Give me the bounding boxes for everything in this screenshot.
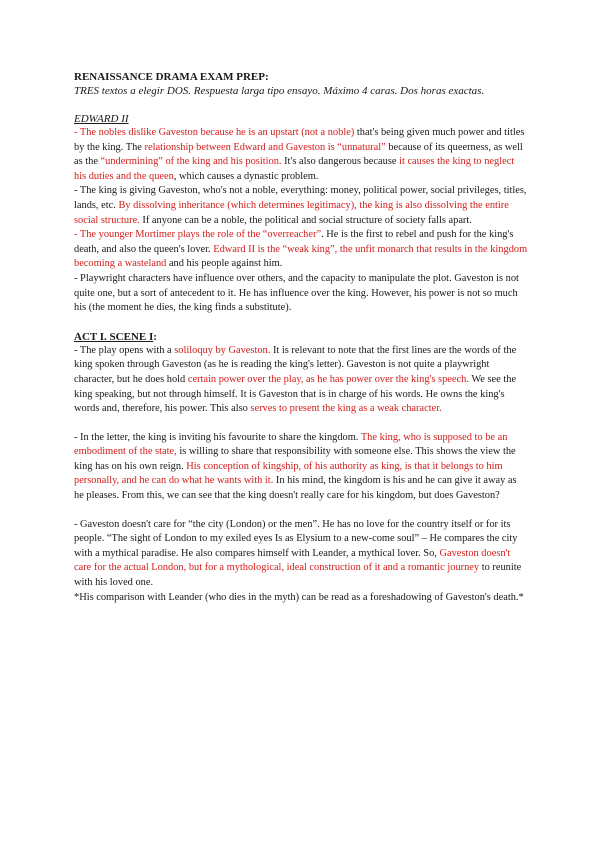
paragraph [74, 431, 528, 504]
paragraph [74, 126, 528, 184]
text-run: because of its queerness, as well as the [74, 141, 523, 168]
section-title-edward-ii: EDWARD II [74, 113, 129, 125]
section-edward-ii [74, 112, 528, 316]
text-run: is willing to share that responsibility with someone else. This shows the view the king has on his own reign. [74, 446, 516, 472]
section-body [74, 344, 528, 606]
document-subtitle: TRES textos a elegir DOS. Respuesta larga tipo ensayo. Máximo 4 caras. Dos horas exactas. [74, 85, 485, 97]
text-run: that's being given much power and titles by the king. The [74, 127, 525, 153]
text-run: - In the letter, the king is inviting his favourite to share the kingdom. [74, 431, 361, 443]
text-run: - The play opens with a [74, 344, 175, 356]
paragraph [74, 272, 528, 316]
highlighted-text: soliloquy by Gaveston. [174, 344, 271, 356]
text-run: If anyone can be a noble, the political and social structure of society falls apart. [139, 214, 472, 226]
text-run: We see the king speaking, but not through himself. It is Gaveston that is in charge of his words. He owns the king's words and, therefore, his power. This also [74, 373, 517, 415]
text-run: , which causes a dynastic problem. [173, 170, 319, 182]
highlighted-text: By dissolving inheritance (which determines legitimacy), the king is also dissolving the entire social structure. [74, 199, 509, 226]
highlighted-text: it causes the king to neglect his duties and the queen [74, 156, 515, 182]
text-run: *His comparison with Leander (who dies in the myth) can be read as a foreshadowing of Gaveston's death.* [74, 591, 524, 603]
highlighted-text: “undermining” of the king and his position. [100, 156, 282, 168]
highlighted-text: certain power over the play, as he has power over the king's speech. [187, 373, 469, 385]
highlighted-text: relationship between Edward and Gaveston is “unnatural” [144, 141, 386, 153]
highlighted-text: - The nobles dislike Gaveston because he is an upstart (not a noble) [74, 127, 355, 138]
highlighted-text: Gaveston doesn't care for the actual London, but for a mythological, ideal construction of it and a romantic journey [74, 547, 511, 574]
document-title: RENAISSANCE DRAMA EXAM PREP: [74, 71, 269, 83]
text-run: to reunite with his loved one. [74, 562, 522, 589]
text-run: It is relevant to note that the first lines are the words of the king spoken through Gaveston (as he is reading the king's letter). Gaveston is not quite a playwright character, but he does hold [74, 344, 517, 385]
highlighted-text: His conception of kingship, of his authority as king, is that it belongs to him personally, and he can do what he wants with it. [74, 460, 503, 487]
text-run: - The king is giving Gaveston, who's not a noble, everything: money, political power, social privileges, titles, lands, etc. [74, 185, 527, 211]
text-run: It's also dangerous because [281, 156, 400, 168]
text-run: In his mind, the kingdom is his and he can give it away as he pleases. From this, we can see that the king doesn't really care for his kingdom, but does Gaveston? [74, 475, 517, 502]
highlighted-text: - The younger Mortimer plays the role of the “overreacher” [74, 229, 322, 241]
text-run: and his people against him. [166, 258, 283, 270]
highlighted-text: The king, who is supposed to be an embodiment of the state, [74, 431, 508, 458]
paragraph [74, 344, 528, 417]
paragraph [74, 228, 528, 272]
paragraph [74, 184, 528, 228]
text-run: - Gaveston doesn't care for “the city (London) or the men”. He has no love for the country itself or for its people. “The sight of London to my exiled eyes Is as Elysium to a new-come soul” – He compares the city with a mythical paradise. He also compares himself with Leander, a mythical lover. So, [74, 518, 518, 559]
section-body [74, 126, 528, 316]
paragraph [74, 518, 528, 591]
section-act-1-scene-1 [74, 330, 528, 606]
text-run: - Playwright characters have influence over others, and the capacity to manipulate the plot. Gaveston is not quite one, but a sort of antecedent to it. He has influence over the king. However, his power is not so much his (the moment he dies, the king finds a substitute). [74, 272, 519, 314]
highlighted-text: serves to present the king as a weak character. [250, 403, 442, 415]
section-title-act-1-scene-1: ACT I. SCENE I: [74, 330, 157, 343]
paragraph [74, 591, 528, 606]
highlighted-text: Edward II is the “weak king”, the unfit monarch that results in the kingdom becoming a wasteland [74, 243, 528, 270]
text-run: . He is the first to rebel and push for the king's death, and also the queen's lover. [74, 229, 514, 255]
